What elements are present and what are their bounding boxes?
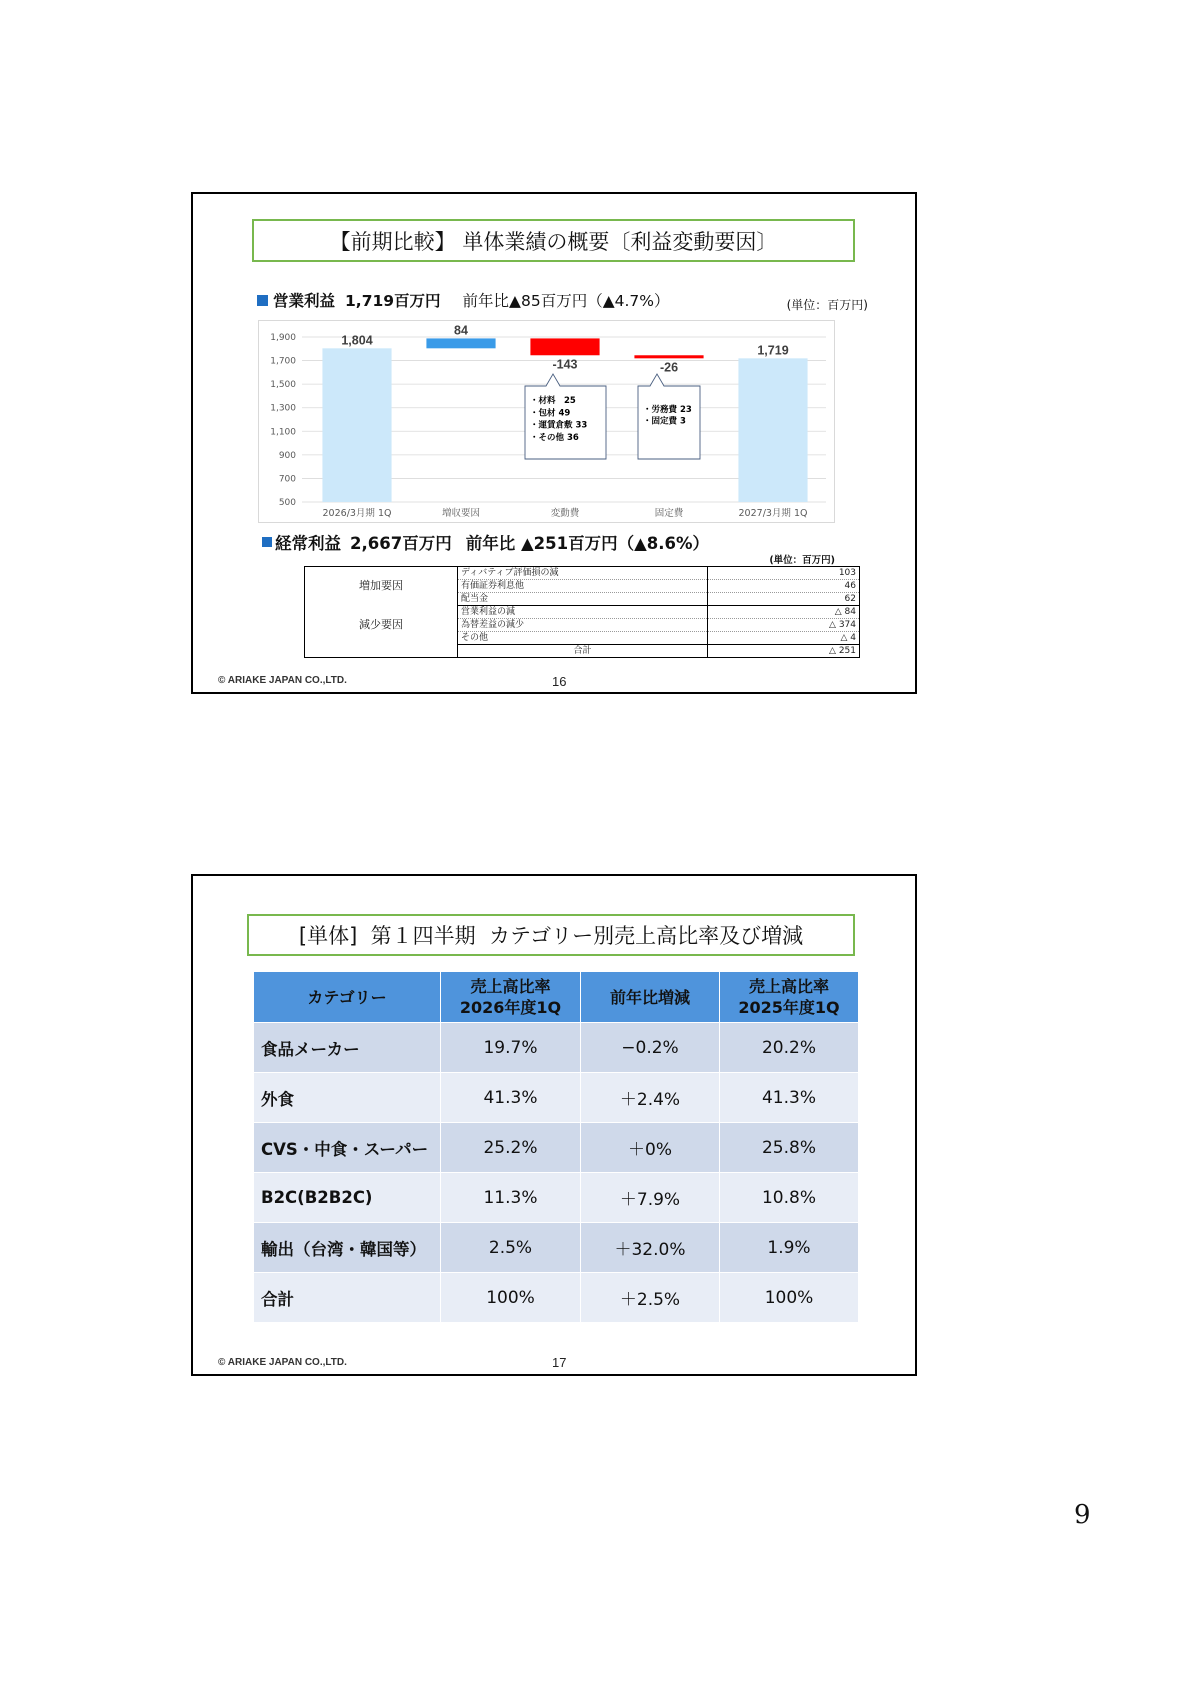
square-bullet-icon (257, 295, 268, 306)
callout-text: ・その他 36 (530, 432, 579, 443)
waterfall-chart (258, 320, 835, 523)
ordinary-profit-label: 経常利益 (275, 534, 341, 553)
factor-item: その他 (458, 632, 708, 645)
category-name: 食品メーカー (254, 1023, 441, 1073)
category-sales-table (253, 971, 859, 1323)
share-current: 100% (441, 1273, 581, 1323)
share-prior: 100% (720, 1273, 859, 1323)
factor-item: 有価証券利息他 (458, 580, 708, 593)
header-share-current (441, 972, 581, 1023)
operating-profit-value: 1,719百万円 (345, 292, 441, 310)
table-total-row (305, 645, 860, 658)
table-row (254, 1173, 859, 1223)
factor-value: △ 4 (708, 632, 860, 645)
factor-item: 配当金 (458, 593, 708, 606)
bar-decrease (634, 355, 703, 358)
x-category-label: 2026/3月期 1Q (322, 508, 392, 519)
slide-17 (191, 874, 917, 1376)
ordinary-profit-value: 2,667百万円 (350, 534, 452, 553)
category-name: B2C(B2B2C) (254, 1173, 441, 1223)
slide-title-box (247, 914, 855, 956)
y-tick-label: 1,300 (270, 403, 296, 414)
square-bullet-icon (262, 537, 272, 547)
bar-total (322, 348, 391, 502)
y-tick-label: 900 (278, 450, 296, 461)
share-current: 41.3% (441, 1073, 581, 1123)
table-row (254, 1273, 859, 1323)
table-row (254, 1123, 859, 1173)
data-label: 1,719 (757, 343, 789, 358)
slide-title: [単体] 第１四半期 カテゴリー別売上高比率及び増減 (298, 924, 804, 948)
data-label: -26 (659, 360, 679, 375)
x-category-label: 増収要因 (441, 508, 481, 519)
callout-text: ・包材 49 (530, 408, 571, 419)
header-text: 2026年度1Q (459, 998, 562, 1017)
total-label: 合計 (458, 645, 708, 658)
yoy-change: ＋2.5% (581, 1273, 720, 1323)
yoy-change: ＋32.0% (581, 1223, 720, 1273)
header-text: 売上高比率 (470, 977, 551, 996)
factor-value: 103 (708, 567, 860, 580)
waterfall-chart-svg (258, 320, 835, 523)
yoy-change: ＋0% (581, 1123, 720, 1173)
copyright-footer: © ARIAKE JAPAN CO.,LTD. (218, 1357, 347, 1368)
factor-item: 営業利益の減 (458, 606, 708, 619)
category-table-body (254, 972, 859, 1323)
yoy-change: −0.2% (581, 1023, 720, 1073)
factor-value: 62 (708, 593, 860, 606)
share-prior: 20.2% (720, 1023, 859, 1073)
category-name: CVS・中食・スーパー (254, 1123, 441, 1173)
operating-profit-yoy: 前年比▲85百万円（▲4.7%） (462, 292, 670, 310)
operating-profit-headline (257, 290, 670, 310)
ordinary-profit-yoy: 前年比 ▲251百万円（▲8.6%） (465, 534, 710, 553)
share-current: 2.5% (441, 1223, 581, 1273)
factor-table-body (305, 567, 860, 658)
header-text: 前年比増減 (609, 987, 690, 1007)
header-yoy-change (581, 972, 720, 1023)
callout-text: ・運賃倉敷 33 (530, 420, 588, 431)
x-category-label: 2027/3月期 1Q (738, 508, 808, 519)
slide-title-box (252, 219, 855, 262)
slide-number: 16 (552, 674, 567, 689)
table-row (254, 1073, 859, 1123)
y-tick-label: 1,500 (270, 380, 296, 391)
factor-value: △ 84 (708, 606, 860, 619)
factor-value: 46 (708, 580, 860, 593)
share-prior: 10.8% (720, 1173, 859, 1223)
y-tick-label: 1,700 (270, 356, 296, 367)
table-row (254, 1023, 859, 1073)
operating-profit-label: 営業利益 (273, 292, 336, 310)
table-header-row (254, 972, 859, 1023)
y-tick-label: 1,900 (270, 333, 296, 343)
category-name: 外食 (254, 1073, 441, 1123)
factor-value: △ 374 (708, 619, 860, 632)
header-text: 売上高比率 (748, 977, 829, 996)
data-label: -143 (552, 357, 578, 372)
chart-unit-label: (単位：百万円) (786, 298, 868, 312)
x-category-label: 固定費 (654, 508, 684, 519)
table-unit-label: (単位：百万円) (769, 555, 835, 566)
share-prior: 1.9% (720, 1223, 859, 1273)
header-category (254, 972, 441, 1023)
copyright-footer: © ARIAKE JAPAN CO.,LTD. (218, 675, 347, 686)
table-row (305, 567, 860, 580)
table-row (305, 606, 860, 619)
share-prior: 25.8% (720, 1123, 859, 1173)
yoy-change: ＋2.4% (581, 1073, 720, 1123)
bar-total (738, 358, 807, 502)
total-value: △ 251 (708, 645, 860, 658)
bar-decrease (530, 338, 599, 355)
category-name: 輸出（台湾・韓国等） (254, 1223, 441, 1273)
y-tick-label: 500 (278, 498, 296, 508)
share-current: 11.3% (441, 1173, 581, 1223)
total-blank-cell (305, 645, 458, 658)
factor-item: 為替差益の減少 (458, 619, 708, 632)
share-current: 25.2% (441, 1123, 581, 1173)
slide-title: 【前期比較】 単体業績の概要〔利益変動要因〕 (329, 229, 778, 254)
table-row (254, 1223, 859, 1273)
x-category-label: 変動費 (550, 508, 580, 519)
slide-number: 17 (552, 1355, 567, 1370)
share-current: 19.7% (441, 1023, 581, 1073)
callout-text: ・労務費 23 (643, 405, 692, 415)
group-label-increase: 増加要因 (305, 567, 458, 606)
y-tick-label: 1,100 (270, 427, 296, 438)
category-name: 合計 (254, 1273, 441, 1323)
bar-increase (426, 338, 495, 348)
callout-text: ・材料 25 (530, 396, 576, 406)
y-tick-label: 700 (278, 474, 296, 485)
header-share-prior (720, 972, 859, 1023)
factor-item: ディバティブ評価損の減 (458, 567, 708, 580)
ordinary-profit-headline (262, 531, 709, 553)
page-number: 9 (1074, 1500, 1091, 1530)
slide-16 (191, 192, 917, 694)
callout-text: ・固定費 3 (643, 416, 686, 427)
data-label: 84 (454, 323, 468, 338)
header-text: 2025年度1Q (738, 998, 840, 1017)
yoy-change: ＋7.9% (581, 1173, 720, 1223)
share-prior: 41.3% (720, 1073, 859, 1123)
data-label: 1,804 (341, 333, 373, 348)
ordinary-profit-factor-table (304, 566, 860, 658)
group-label-decrease: 減少要因 (305, 606, 458, 645)
header-text: カテゴリー (307, 987, 387, 1007)
